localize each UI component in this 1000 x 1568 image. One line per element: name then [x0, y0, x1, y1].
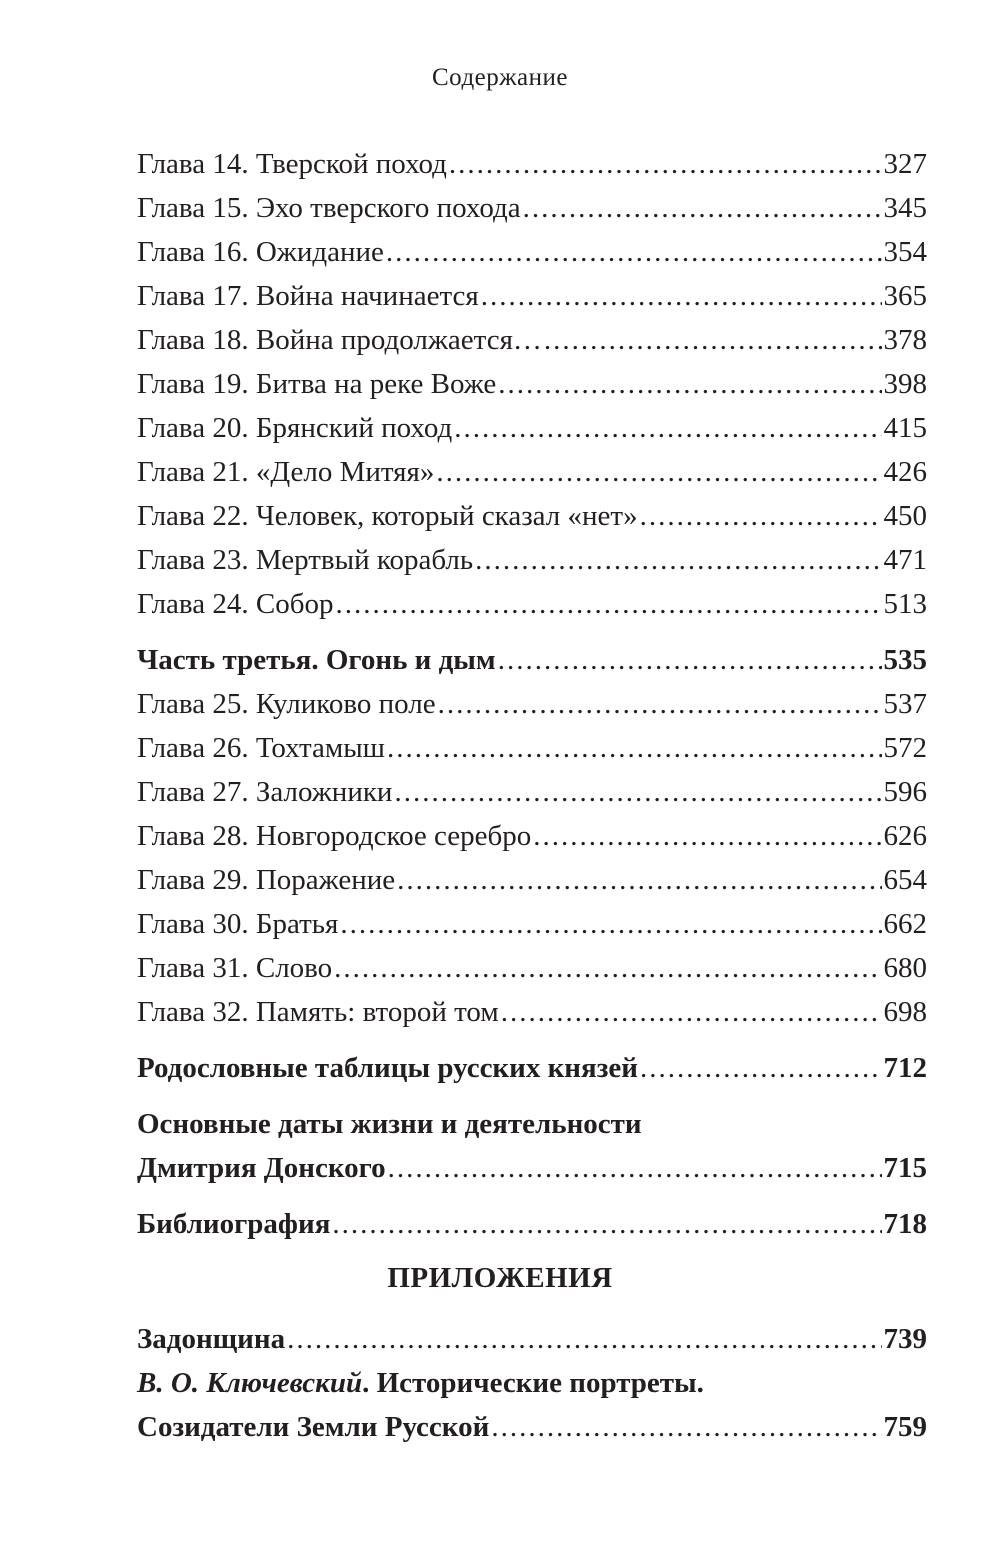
toc-entry-page: 596: [883, 776, 927, 808]
toc-entry-title: Глава 30. Братья: [137, 908, 339, 940]
toc-entry-title: Глава 15. Эхо тверского похода: [137, 192, 521, 224]
toc-entry-title: Глава 24. Собор: [137, 588, 334, 620]
author-name: В. О. Ключевский: [137, 1367, 363, 1399]
toc-entry-page: 654: [883, 864, 927, 896]
toc-entry-ch19[interactable]: [137, 364, 927, 404]
toc-entry-title: Глава 28. Новгородское серебро: [137, 820, 532, 852]
toc-entry-title: Дмитрия Донского: [137, 1152, 386, 1184]
toc-entry-page: 415: [883, 412, 927, 444]
leader-dots: [386, 232, 882, 272]
toc-entry-page: 513: [883, 588, 927, 620]
toc-entry-title: Глава 26. Тохтамыш: [137, 732, 386, 764]
leader-dots: [501, 992, 882, 1032]
toc-entry-genealogy[interactable]: [137, 1048, 927, 1088]
toc-entry-page: 535: [883, 644, 927, 676]
toc-entry-title: Глава 19. Битва на реке Воже: [137, 368, 497, 400]
leader-dots: [449, 144, 882, 184]
toc-entry-dates[interactable]: [137, 1148, 927, 1188]
toc-entry-bibliography[interactable]: [137, 1204, 927, 1244]
toc-entry-title: Глава 17. Война начинается: [137, 280, 479, 312]
appendix-heading: ПРИЛОЖЕНИЯ: [387, 1262, 613, 1294]
toc-entry-title: Глава 29. Поражение: [137, 864, 396, 896]
toc-entry-page: 718: [883, 1208, 927, 1240]
toc-entry-title: Часть третья. Огонь и дым: [137, 644, 496, 676]
toc-entry-ch23[interactable]: [137, 540, 927, 580]
leader-dots: [498, 364, 881, 404]
toc-entry-page: 327: [883, 148, 927, 180]
toc-entry-title: Глава 18. Война продолжается…: [137, 324, 542, 356]
toc-entry-title: Глава 20. Брянский поход: [137, 412, 453, 444]
leader-dots: [334, 948, 881, 988]
toc-entry-ch29[interactable]: [137, 860, 927, 900]
toc-entry-ch31[interactable]: [137, 948, 927, 988]
toc-entry-zadonshchina[interactable]: [137, 1319, 927, 1359]
leader-dots: [388, 1148, 882, 1188]
toc-entry-ch18[interactable]: [137, 320, 927, 360]
toc-entry-page: 426: [883, 456, 927, 488]
toc-entry-title: Глава 21. «Дело Митяя»: [137, 456, 435, 488]
toc-entry-ch15[interactable]: [137, 188, 927, 228]
leader-dots: [436, 452, 881, 492]
toc-entry-title: Родословные таблицы русских князей: [137, 1052, 638, 1084]
leader-dots: [397, 860, 881, 900]
toc-entry-title: Задонщина: [137, 1323, 286, 1355]
toc-entry-title: Глава 16. Ожидание: [137, 236, 384, 268]
toc-entry-page: 698: [883, 996, 927, 1028]
toc-entry-ch22[interactable]: [137, 496, 927, 536]
toc-entry-ch28[interactable]: [137, 816, 927, 856]
toc-entry-title: Глава 31. Слово: [137, 952, 333, 984]
leader-dots: [533, 816, 881, 856]
leader-dots: [544, 320, 882, 360]
running-head: Содержание: [432, 64, 568, 91]
toc-entry-title: Глава 27. Заложники: [137, 776, 393, 808]
toc-entry-page: 739: [883, 1323, 927, 1355]
leader-dots: [332, 1204, 881, 1244]
toc-entry-page: 537: [883, 688, 927, 720]
toc-entry-page: 345: [883, 192, 927, 224]
toc-entry-title: Глава 32. Память: второй том: [137, 996, 499, 1028]
toc-entry-ch26[interactable]: [137, 728, 927, 768]
toc-entry-ch30[interactable]: [137, 904, 927, 944]
toc-entry-title: Глава 22. Человек, который сказал «нет»: [137, 500, 638, 532]
leader-dots: [475, 540, 881, 580]
toc-entry-page: 626: [883, 820, 927, 852]
toc-entry-page: 354: [883, 236, 927, 268]
toc-entry-ch32[interactable]: [137, 992, 927, 1032]
leader-dots: [394, 772, 881, 812]
toc-entry-page: 378: [883, 324, 927, 356]
leader-dots: [438, 684, 882, 724]
toc-entry-page: 572: [883, 732, 927, 764]
toc-entry-page: 759: [883, 1411, 927, 1443]
toc-entry-ch20[interactable]: [137, 408, 927, 448]
toc-entry-title: Глава 23. Мертвый корабль: [137, 544, 474, 576]
leader-dots: [640, 1048, 882, 1088]
toc-entry-ch16[interactable]: [137, 232, 927, 272]
toc-entry-page: 398: [883, 368, 927, 400]
toc-entry-page: 450: [883, 500, 927, 532]
toc-entry-page: 365: [883, 280, 927, 312]
toc-entry-dates-line1: Основные даты жизни и деятельности: [137, 1108, 642, 1140]
toc-entry-klyuchevsky[interactable]: [137, 1407, 927, 1447]
toc-entry-title: Созидатели Земли Русской: [137, 1411, 490, 1443]
toc-entry-page: 712: [883, 1052, 927, 1084]
leader-dots: [335, 584, 881, 624]
toc-entry-page: 715: [883, 1152, 927, 1184]
toc-entry-ch24[interactable]: [137, 584, 927, 624]
toc-entry-page: 680: [883, 952, 927, 984]
leader-dots: [387, 728, 881, 768]
toc-entry-page: 471: [883, 544, 927, 576]
toc-entry-title: Глава 14. Тверской поход: [137, 148, 447, 180]
leader-dots: [498, 640, 882, 680]
toc-entry-klyuchevsky-line1: [137, 1363, 927, 1403]
leader-dots: [491, 1407, 881, 1447]
leader-dots: [640, 496, 882, 536]
toc-entry-title: Глава 25. Куликово поле: [137, 688, 436, 720]
toc-entry-ch14[interactable]: [137, 144, 927, 184]
toc-entry-part3[interactable]: [137, 640, 927, 680]
toc-entry-ch27[interactable]: [137, 772, 927, 812]
toc-entry-ch17[interactable]: [137, 276, 927, 316]
leader-dots: [287, 1319, 881, 1359]
toc-entry-title: Библиография: [137, 1208, 331, 1240]
toc-entry-ch21[interactable]: [137, 452, 927, 492]
leader-dots: [523, 188, 882, 228]
leader-dots: [481, 276, 882, 316]
toc-entry-ch25[interactable]: [137, 684, 927, 724]
leader-dots: [454, 408, 881, 448]
leader-dots: [340, 904, 881, 944]
work-title: . Исторические портреты.: [362, 1367, 704, 1399]
toc-entry-page: 662: [883, 908, 927, 940]
